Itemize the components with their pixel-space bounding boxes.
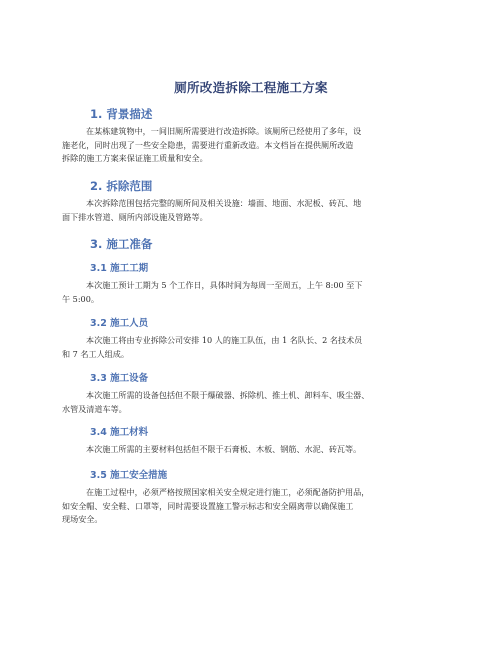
paragraph-line: 本次拆除范围包括完整的厕所间及相关设施：墙面、地面、水泥板、砖瓦、地	[86, 198, 362, 208]
subsection-heading-personnel: 3.2 施工人员	[90, 318, 149, 329]
section-paragraph-scope	[62, 197, 438, 224]
paragraph-line: 本次施工预计工期为 5 个工作日，具体时间为每周一至周五，上午 8:00 至下	[86, 280, 363, 290]
subsection-paragraph-schedule	[62, 279, 438, 306]
subsection-paragraph-safety	[62, 486, 438, 527]
paragraph-line: 在某栋建筑物中，一间旧厕所需要进行改造拆除。该厕所已经使用了多年，设	[86, 126, 362, 136]
paragraph-line: 本次施工所需的主要材料包括但不限于石膏板、木板、钢筋、水泥、砖瓦等。	[86, 444, 362, 454]
paragraph-line: 和 7 名工人组成。	[62, 348, 129, 359]
section-heading-background: 1. 背景描述	[90, 107, 153, 121]
section-heading-scope: 2. 拆除范围	[90, 179, 153, 193]
paragraph-line: 施老化，同时出现了一些安全隐患，需要进行重新改造。本文档旨在提供厕所改造	[62, 139, 354, 150]
paragraph-line: 水管及清道车等。	[62, 403, 127, 414]
paragraph-line: 如安全帽、安全鞋、口罩等，同时需要设置施工警示标志和安全隔离带以确保施工	[62, 500, 354, 511]
paragraph-line: 现场安全。	[62, 514, 103, 525]
subsection-paragraph-equipment	[62, 389, 438, 416]
paragraph-line: 在施工过程中，必须严格按照国家相关安全规定进行施工，必须配备防护用品，	[86, 487, 370, 497]
subsection-heading-materials: 3.4 施工材料	[90, 427, 149, 438]
document-title: 厕所改造拆除工程施工方案	[174, 80, 328, 95]
paragraph-line: 午 5:00。	[62, 293, 99, 304]
section-paragraph-background	[62, 125, 438, 166]
paragraph-line: 面下排水管道、厕所内部设施及管路等。	[62, 211, 208, 222]
subsection-heading-equipment: 3.3 施工设备	[90, 373, 149, 384]
paragraph-line: 本次施工将由专业拆除公司安排 10 人的施工队伍，由 1 名队长、2 名技术员	[86, 335, 363, 345]
paragraph-line: 拆除的施工方案来保证施工质量和安全。	[62, 153, 208, 164]
subsection-heading-schedule: 3.1 施工工期	[90, 263, 149, 274]
subsection-paragraph-materials	[62, 443, 438, 457]
section-heading-preparation: 3. 施工准备	[90, 237, 153, 251]
paragraph-line: 本次施工所需的设备包括但不限于爆破器、拆除机、推土机、卸料车、吸尘器、	[86, 390, 370, 400]
subsection-heading-safety: 3.5 施工安全措施	[90, 470, 168, 481]
subsection-paragraph-personnel	[62, 334, 438, 361]
